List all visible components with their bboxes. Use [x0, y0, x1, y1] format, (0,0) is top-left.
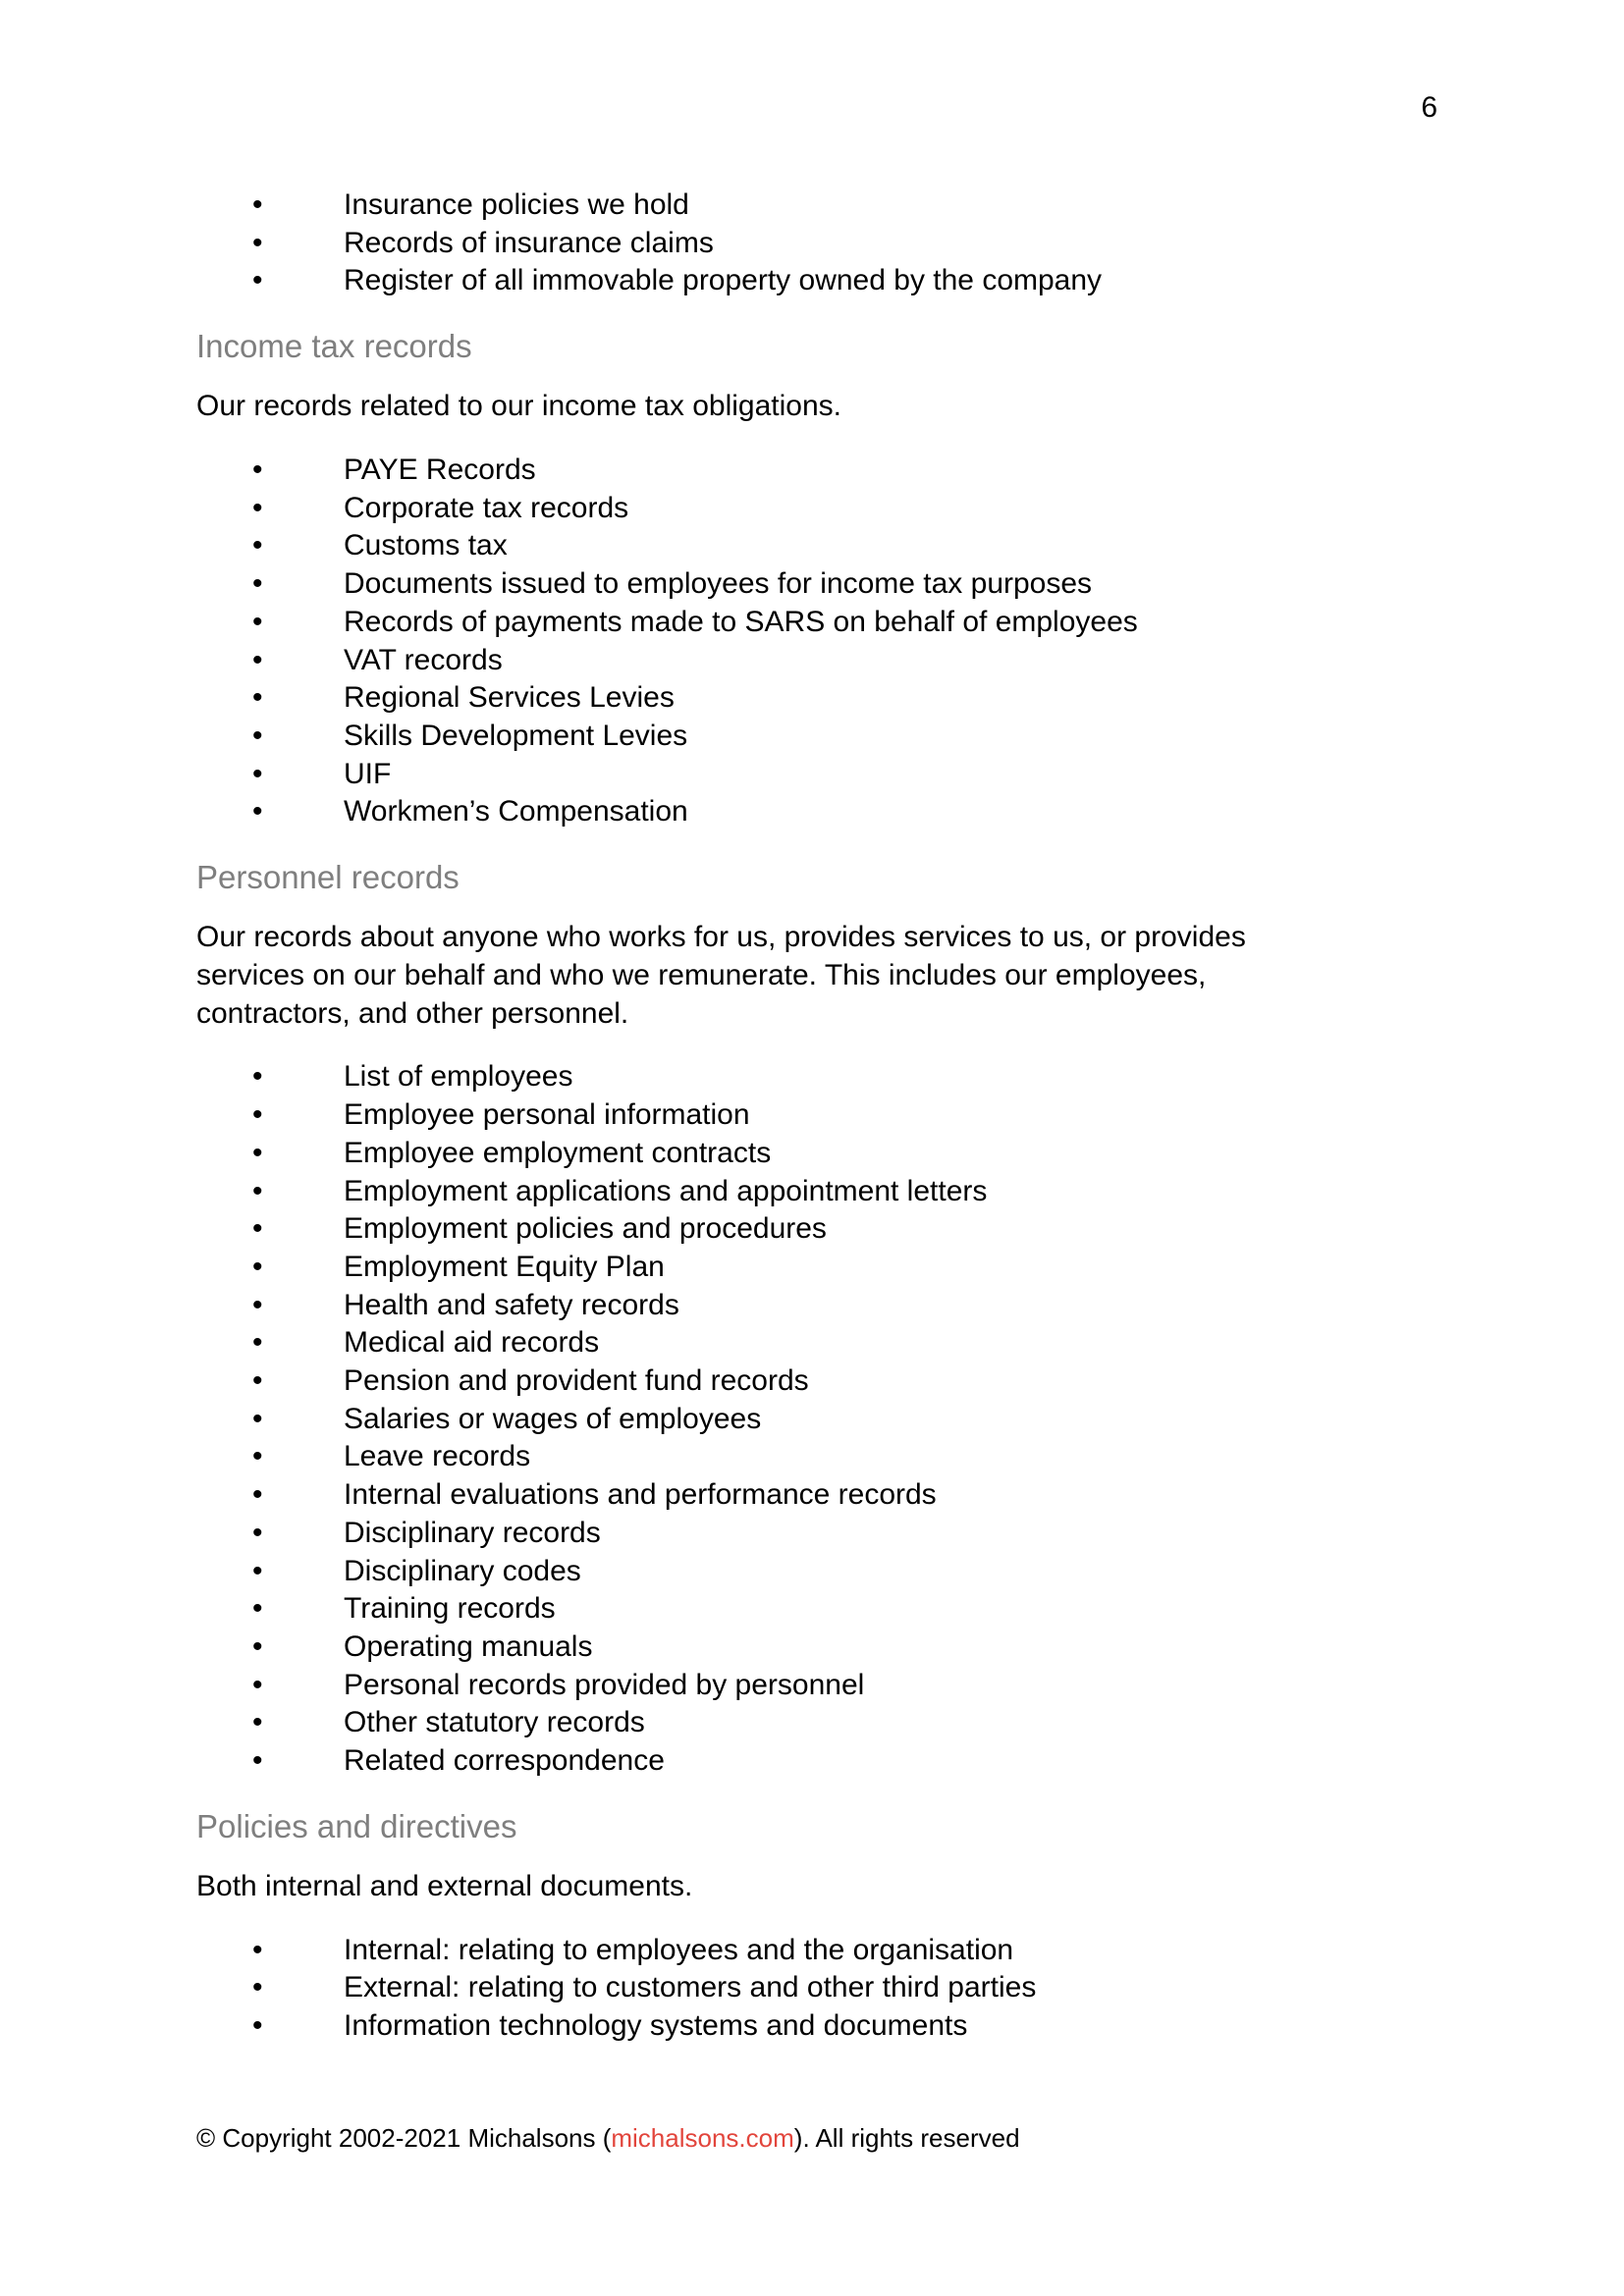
list-item-label: Regional Services Levies: [344, 681, 675, 715]
list-item-label: Corporate tax records: [344, 491, 629, 524]
michalsons-website-link[interactable]: michalsons.com: [611, 2123, 794, 2153]
list-item-label: Records of insurance claims: [344, 226, 714, 259]
list-item: [196, 1629, 1360, 1667]
bullet-icon: •: [252, 1971, 263, 2004]
bullet-icon: •: [252, 529, 263, 562]
bullet-icon: •: [252, 681, 263, 715]
list-item: [196, 1287, 1360, 1325]
list-item-label: Medical aid records: [344, 1326, 600, 1360]
bullet-icon: •: [252, 1326, 263, 1360]
list-item: [196, 452, 1360, 490]
list-item: [196, 225, 1360, 263]
list-item: [196, 1096, 1360, 1135]
bullet-icon: •: [252, 454, 263, 487]
bullet-icon: •: [252, 1402, 263, 1435]
list-item: [196, 1667, 1360, 1705]
list-item-label: Internal: relating to employees and the organisation: [344, 1933, 1014, 1966]
section-bullet-list: [196, 1058, 1360, 1780]
list-item: [196, 1173, 1360, 1211]
list-item-label: List of employees: [344, 1060, 573, 1094]
list-item: [196, 793, 1360, 831]
list-item-label: PAYE Records: [344, 454, 536, 487]
bullet-icon: •: [252, 1250, 263, 1283]
bullet-icon: •: [252, 1706, 263, 1739]
list-item-label: Skills Development Levies: [344, 719, 688, 752]
bullet-icon: •: [252, 757, 263, 790]
bullet-icon: •: [252, 795, 263, 828]
bullet-icon: •: [252, 643, 263, 676]
bullet-icon: •: [252, 2009, 263, 2043]
spacer: [196, 897, 1360, 919]
list-item: [196, 490, 1360, 528]
list-item-label: Training records: [344, 1592, 556, 1626]
list-item-label: Employee employment contracts: [344, 1136, 772, 1169]
sections-container: [196, 326, 1360, 2046]
bullet-icon: •: [252, 1516, 263, 1549]
list-item-label: Employee personal information: [344, 1098, 750, 1132]
section-intro-paragraph: Both internal and external documents.: [196, 1870, 693, 1903]
bullet-icon: •: [252, 1478, 263, 1512]
bullet-icon: •: [252, 1174, 263, 1207]
list-item-label: Records of payments made to SARS on behalf of employees: [344, 605, 1138, 638]
list-item: [196, 604, 1360, 642]
list-item-label: Disciplinary codes: [344, 1554, 581, 1587]
section-bullet-list: [196, 1932, 1360, 2046]
list-item: [196, 1210, 1360, 1249]
spacer: [196, 1781, 1360, 1806]
footer-prefix: © Copyright 2002-2021 Michalsons (: [196, 2123, 612, 2153]
spacer: [196, 1846, 1360, 1868]
spacer: [196, 1033, 1360, 1058]
bullet-icon: •: [252, 1933, 263, 1966]
list-item: [196, 1932, 1360, 1970]
list-item-label: Other statutory records: [344, 1706, 645, 1739]
list-item: [196, 1249, 1360, 1287]
bullet-icon: •: [252, 567, 263, 601]
section-heading: Income tax records: [196, 328, 472, 365]
list-item-label: Information technology systems and documents: [344, 2009, 968, 2043]
spacer: [196, 831, 1360, 857]
list-item: [196, 1553, 1360, 1591]
list-item: [196, 1135, 1360, 1173]
list-item: [196, 679, 1360, 718]
list-item: [196, 187, 1360, 225]
footer-suffix: ). All rights reserved: [793, 2123, 1020, 2153]
bullet-icon: •: [252, 1440, 263, 1473]
list-item: [196, 1324, 1360, 1362]
list-item-label: Personal records provided by personnel: [344, 1668, 865, 1701]
list-item-label: Operating manuals: [344, 1630, 593, 1663]
list-item: [196, 1515, 1360, 1553]
list-item-label: Internal evaluations and performance records: [344, 1478, 937, 1512]
list-item-label: Disciplinary records: [344, 1516, 601, 1549]
bullet-icon: •: [252, 1364, 263, 1398]
list-item-label: Employment Equity Plan: [344, 1250, 665, 1283]
list-item: [196, 2007, 1360, 2046]
bullet-icon: •: [252, 264, 263, 297]
list-item: [196, 718, 1360, 756]
spacer: [196, 366, 1360, 388]
bullet-icon: •: [252, 1630, 263, 1663]
list-item-label: UIF: [344, 757, 392, 790]
bullet-icon: •: [252, 1288, 263, 1321]
section-heading: Personnel records: [196, 859, 460, 896]
section-intro-paragraph: Our records related to our income tax obligations.: [196, 390, 841, 423]
page-number: 6: [1421, 91, 1437, 124]
bullet-icon: •: [252, 605, 263, 638]
list-item: [196, 1476, 1360, 1515]
list-item: [196, 1362, 1360, 1401]
spacer: [196, 426, 1360, 452]
list-item: [196, 1438, 1360, 1476]
bullet-icon: •: [252, 188, 263, 221]
bullet-icon: •: [252, 226, 263, 259]
list-item-label: Register of all immovable property owned by the company: [344, 264, 1103, 297]
bullet-icon: •: [252, 1098, 263, 1132]
bullet-icon: •: [252, 1212, 263, 1246]
bullet-icon: •: [252, 1060, 263, 1094]
bullet-icon: •: [252, 1136, 263, 1169]
list-item-label: VAT records: [344, 643, 503, 676]
bullet-icon: •: [252, 1744, 263, 1778]
list-item: [196, 1058, 1360, 1096]
list-item-label: Insurance policies we hold: [344, 188, 689, 221]
page-footer: [196, 2122, 1020, 2156]
list-item-label: External: relating to customers and other third parties: [344, 1971, 1037, 2004]
bullet-icon: •: [252, 1668, 263, 1701]
list-item-label: Pension and provident fund records: [344, 1364, 809, 1398]
spacer: [196, 1906, 1360, 1932]
list-item: [196, 1401, 1360, 1439]
list-item: [196, 1590, 1360, 1629]
list-item-label: Health and safety records: [344, 1288, 679, 1321]
list-item-label: Customs tax: [344, 529, 508, 562]
list-item-label: Documents issued to employees for income tax purposes: [344, 567, 1093, 601]
list-item-label: Salaries or wages of employees: [344, 1402, 762, 1435]
list-item: [196, 1704, 1360, 1742]
page-content: [196, 187, 1360, 2046]
section-intro-paragraph: Our records about anyone who works for us, provides services to us, or provides services on our behalf and who we remunerate. This includes our employees, contractors, and other personnel.: [196, 921, 1246, 1030]
list-item: [196, 642, 1360, 680]
list-item: [196, 1969, 1360, 2007]
spacer: [196, 300, 1360, 326]
list-item: [196, 756, 1360, 794]
section-bullet-list: [196, 452, 1360, 831]
bullet-icon: •: [252, 491, 263, 524]
list-item-label: Leave records: [344, 1440, 531, 1473]
list-item-label: Workmen’s Compensation: [344, 795, 688, 828]
section-heading: Policies and directives: [196, 1807, 517, 1844]
list-item-label: Employment policies and procedures: [344, 1212, 827, 1246]
bullet-icon: •: [252, 1592, 263, 1626]
list-item-label: Employment applications and appointment letters: [344, 1174, 988, 1207]
list-item: [196, 565, 1360, 604]
bullet-icon: •: [252, 1554, 263, 1587]
top-bullet-list: [196, 187, 1360, 300]
list-item: [196, 1742, 1360, 1781]
bullet-icon: •: [252, 719, 263, 752]
list-item: [196, 527, 1360, 565]
list-item-label: Related correspondence: [344, 1744, 665, 1778]
list-item: [196, 262, 1360, 300]
